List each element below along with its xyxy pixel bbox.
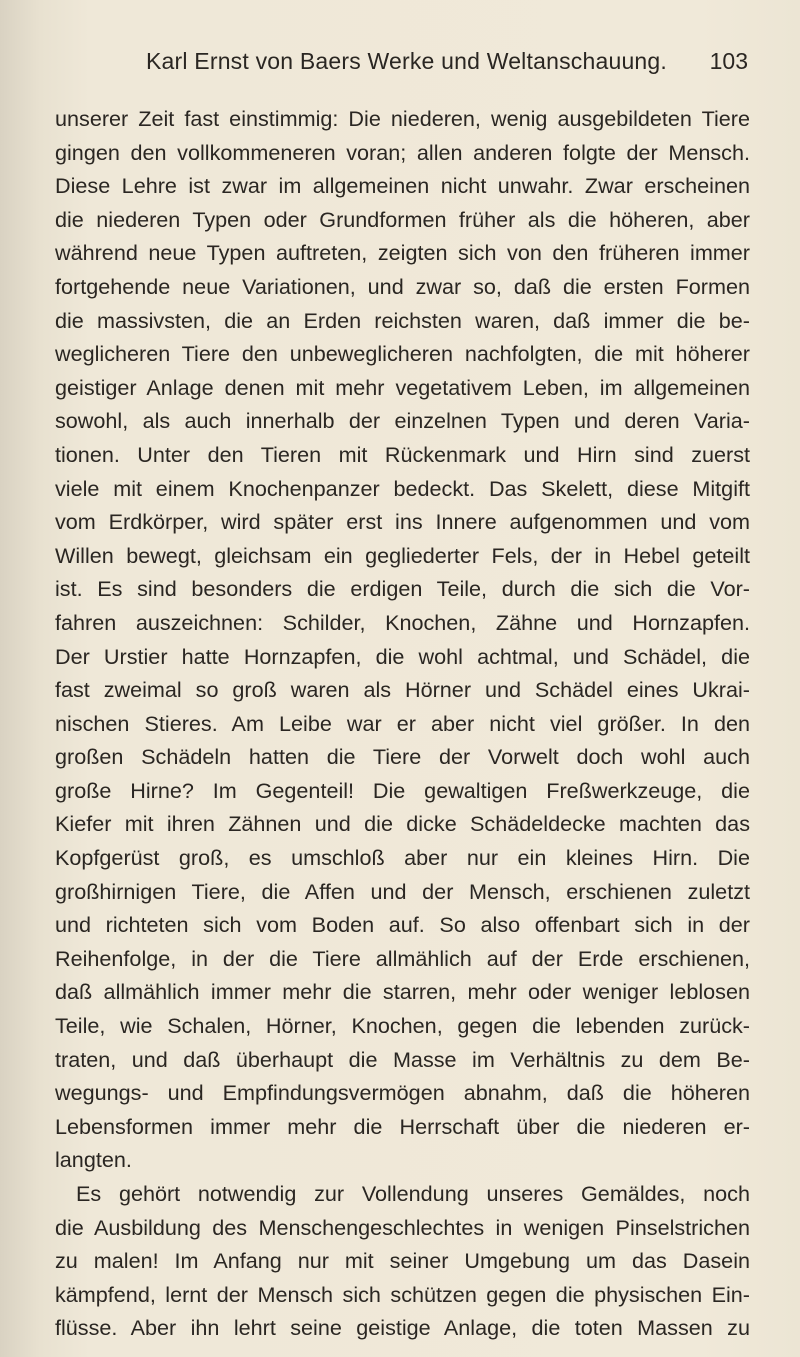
text-line: sowohl, als auch innerhalb der einzelnen Typen und deren Varia- [55, 408, 750, 434]
body-text [55, 102, 750, 1345]
text-line: nischen Stieres. Am Leibe war er aber nicht viel größer. In den [55, 710, 750, 736]
text-line: kämpfend, lernt der Mensch sich schützen gegen die physischen Ein- [55, 1281, 750, 1307]
text-line: daß allmählich immer mehr die starren, mehr oder weniger leblosen [55, 979, 750, 1005]
text-line: während neue Typen auftreten, zeigten sich von den früheren immer [55, 240, 750, 266]
text-line: unserer Zeit fast einstimmig: Die niederen, wenig ausgebildeten Tiere [55, 106, 750, 131]
text-line: traten, und daß überhaupt die Masse im Verhältnis zu dem Be- [55, 1046, 750, 1072]
text-line: große Hirne? Im Gegenteil! Die gewaltigen Freßwerkzeuge, die [55, 777, 750, 803]
text-line: fast zweimal so groß waren als Hörner und Schädel eines Ukrai- [55, 677, 750, 703]
text-line: weglicheren Tiere den unbeweglicheren nachfolgten, die mit höherer [55, 341, 750, 367]
text-line: Der Urstier hatte Hornzapfen, die wohl achtmal, und Schädel, die [55, 643, 750, 669]
text-line: Diese Lehre ist zwar im allgemeinen nicht unwahr. Zwar erscheinen [55, 173, 750, 199]
text-line: Teile, wie Schalen, Hörner, Knochen, gegen die lebenden zurück- [55, 1013, 750, 1039]
text-line: die Ausbildung des Menschengeschlechtes in wenigen Pinselstrichen [55, 1214, 750, 1240]
text-line: zu malen! Im Anfang nur mit seiner Umgebung um das Dasein [55, 1248, 750, 1274]
text-line: vom Erdkörper, wird später erst ins Innere aufgenommen und vom [55, 509, 750, 535]
paragraph-start-line: Es gehört notwendig zur Vollendung unseres Gemäldes, noch [76, 1181, 750, 1206]
text-line: die niederen Typen oder Grundformen früher als die höheren, aber [55, 206, 750, 232]
text-line: gingen den vollkommeneren voran; allen anderen folgte der Mensch. [55, 139, 750, 165]
text-line: Willen bewegt, gleichsam ein gegliederter Fels, der in Hebel geteilt [55, 542, 750, 568]
text-line: die massivsten, die an Erden reichsten waren, daß immer die be- [55, 307, 750, 333]
text-line: Kiefer mit ihren Zähnen und die dicke Schädeldecke machten das [55, 811, 750, 837]
text-line: viele mit einem Knochenpanzer bedeckt. Das Skelett, diese Mitgift [55, 475, 750, 501]
paragraph-end-line: langten. [55, 1147, 132, 1173]
text-line: tionen. Unter den Tieren mit Rückenmark und Hirn sind zuerst [55, 441, 750, 467]
text-line: ist. Es sind besonders die erdigen Teile, durch die sich die Vor- [55, 576, 750, 602]
text-line: geistiger Anlage denen mit mehr vegetativem Leben, im allgemeinen [55, 374, 750, 400]
text-line: fortgehende neue Variationen, und zwar so, daß die ersten Formen [55, 273, 750, 299]
text-line: flüsse. Aber ihn lehrt seine geistige Anlage, die toten Massen zu [55, 1315, 750, 1341]
text-line: großhirnigen Tiere, die Affen und der Mensch, erschienen zuletzt [55, 878, 750, 904]
text-line: großen Schädeln hatten die Tiere der Vorwelt doch wohl auch [55, 744, 750, 770]
text-line: Lebensformen immer mehr die Herrschaft über die niederen er- [55, 1113, 750, 1139]
page-header [48, 48, 748, 82]
text-line: und richteten sich vom Boden auf. So also offenbart sich in der [55, 912, 750, 938]
text-line: Reihenfolge, in der die Tiere allmählich auf der Erde erschienen, [55, 945, 750, 971]
text-line: fahren auszeichnen: Schilder, Knochen, Zähne und Hornzapfen. [55, 609, 750, 635]
page-number: 103 [709, 48, 748, 74]
text-line: wegungs- und Empfindungsvermögen abnahm, daß die höheren [55, 1080, 750, 1106]
text-line: Kopfgerüst groß, es umschloß aber nur ein kleines Hirn. Die [55, 845, 750, 871]
running-title: Karl Ernst von Baers Werke und Weltanschauung. [146, 48, 668, 74]
